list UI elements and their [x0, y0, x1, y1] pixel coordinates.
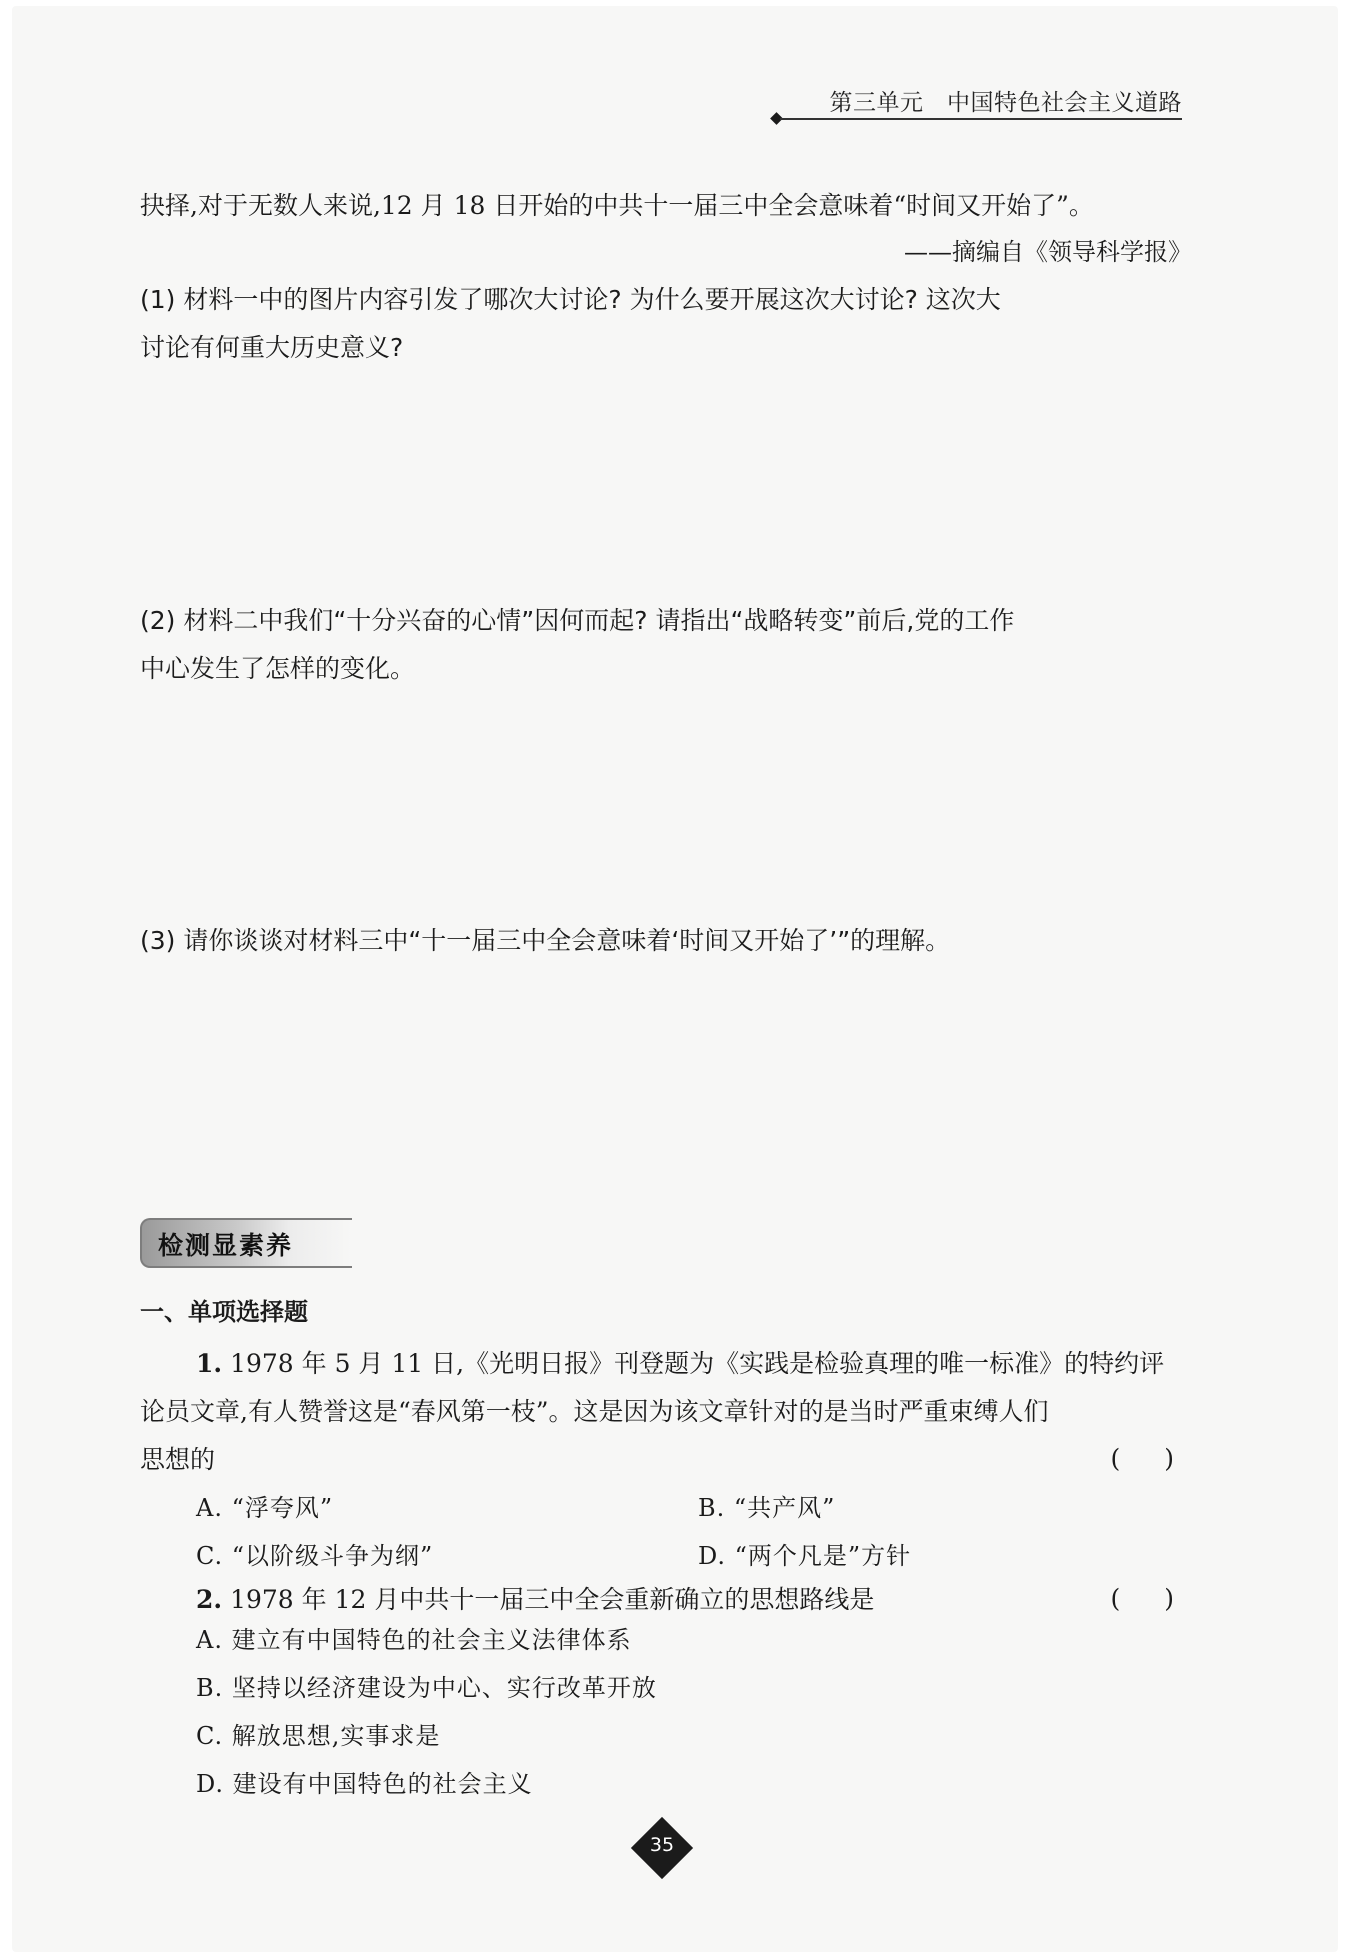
section-tag-label: 检测显素养	[158, 1231, 294, 1260]
running-header	[772, 84, 1182, 116]
mcq-2-number: 2.	[196, 1585, 223, 1614]
mcq-1-option-b[interactable]: B. “共产风”	[698, 1494, 836, 1522]
answer-space-1[interactable]	[140, 380, 1192, 600]
mcq-2-option-b[interactable]: B. 坚持以经济建设为中心、实行改革开放	[196, 1674, 657, 1702]
mcq-2-option-c[interactable]: C. 解放思想,实事求是	[196, 1722, 441, 1750]
mcq-2-option-d[interactable]: D. 建设有中国特色的社会主义	[196, 1770, 533, 1798]
mcq-2-option-a[interactable]: A. 建立有中国特色的社会主义法律体系	[196, 1626, 632, 1654]
mcq-1-line-2: 论员文章,有人赞誉这是“春风第一枝”。这是因为该文章针对的是当时严重束缚人们	[140, 1397, 1049, 1426]
mcq-1-option-d[interactable]: D. “两个凡是”方针	[698, 1542, 912, 1570]
answer-space-2[interactable]	[140, 700, 1192, 920]
mcq-2-line-1	[196, 1576, 1192, 1624]
question-2-line-2: 中心发生了怎样的变化。	[140, 654, 416, 683]
mcq-1-option-a[interactable]: A. “浮夸风”	[196, 1494, 334, 1522]
mcq-1-option-c[interactable]: C. “以阶级斗争为纲”	[196, 1542, 434, 1570]
question-2-line-1: (2) 材料二中我们“十分兴奋的心情”因何而起? 请指出“战略转变”前后,党的工作	[140, 606, 1015, 635]
question-1-line-2: 讨论有何重大历史意义?	[140, 333, 404, 362]
mcq-1-text-1: 1978 年 5 月 11 日,《光明日报》刊登题为《实践是检验真理的唯一标准》的特约评	[230, 1349, 1165, 1378]
mcq-1-line-3: 思想的	[140, 1445, 216, 1474]
mcq-2-text-1: 1978 年 12 月中共十一届三中全会重新确立的思想路线是	[230, 1585, 875, 1614]
mcq-1-line-1	[196, 1340, 1192, 1388]
section-heading: 一、单项选择题	[140, 1298, 308, 1326]
answer-space-3[interactable]	[140, 975, 1192, 1195]
mcq-1-number: 1.	[196, 1349, 223, 1378]
question-1-line-1: (1) 材料一中的图片内容引发了哪次大讨论? 为什么要开展这次大讨论? 这次大	[140, 285, 1001, 314]
section-tag	[140, 1218, 352, 1268]
mcq-2-answer-bracket[interactable]: ( )	[1110, 1584, 1192, 1613]
mcq-1-answer-bracket[interactable]: ( )	[1110, 1444, 1192, 1473]
page-number: 35	[649, 1834, 675, 1856]
material-text: 抉择,对于无数人来说,12 月 18 日开始的中共十一届三中全会意味着“时间又开始了”。	[140, 191, 1094, 220]
question-3-line-1: (3) 请你谈谈对材料三中“十一届三中全会意味着‘时间又开始了’”的理解。	[140, 926, 951, 955]
unit-title: 第三单元 中国特色社会主义道路	[829, 90, 1182, 116]
header-rule	[780, 118, 1182, 120]
material-source: ——摘编自《领导科学报》	[904, 238, 1192, 266]
